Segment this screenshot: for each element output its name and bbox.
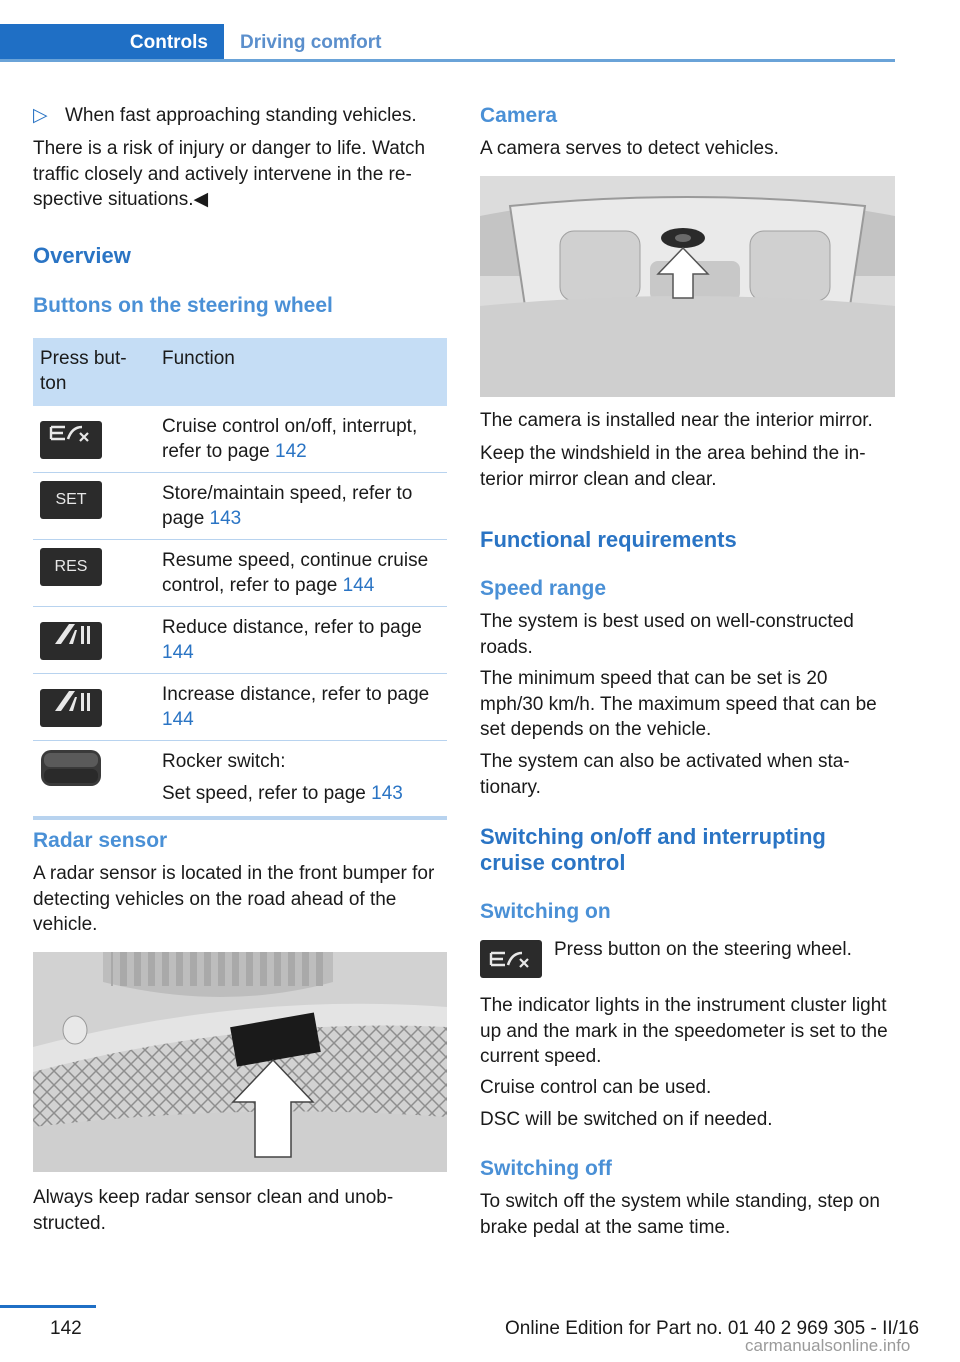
row-function-text: Cruise control on/off, interrupt, refer to page 142	[155, 406, 447, 473]
table-row	[33, 540, 447, 607]
row-function-text: Reduce distance, refer to page 144	[155, 607, 447, 674]
row-function-text: Resume speed, continue cruise control, refer to page 144	[155, 540, 447, 607]
rocker-switch-icon	[40, 749, 102, 787]
speed-range-heading: Speed range	[480, 577, 607, 600]
page-header	[0, 24, 895, 62]
bullet-triangle-icon: ▷	[33, 105, 48, 126]
tab-driving-comfort[interactable]: Driving comfort	[240, 32, 382, 53]
watermark: carmanualsonline.info	[745, 1336, 911, 1355]
switching-off-text: To switch off the system while standing, step on brake pedal at the same time.	[480, 1191, 880, 1238]
bullet-item	[33, 103, 447, 129]
page-link[interactable]: 144	[342, 575, 375, 596]
table-row	[33, 741, 447, 819]
table-row	[33, 607, 447, 674]
warning-text: There is a risk of injury or danger to life. Watch traffic closely and actively intervene in the re-spective situations.◀	[33, 138, 426, 210]
row-function-text: Increase distance, refer to page 144	[155, 674, 447, 741]
page-link[interactable]: 143	[209, 508, 242, 529]
table-header-function: Function	[155, 338, 447, 406]
res-button-icon: RES	[40, 548, 102, 586]
camera-caption-1: The camera is installed near the interior mirror.	[480, 410, 873, 431]
page-link[interactable]: 144	[162, 642, 194, 663]
radar-sensor-photo	[33, 952, 447, 1172]
camera-caption-2: Keep the windshield in the area behind the in-terior mirror clean and clear.	[480, 443, 866, 490]
page-link[interactable]: 144	[162, 709, 194, 730]
page-link[interactable]: 142	[275, 441, 307, 462]
footer-rule	[0, 1305, 96, 1308]
speed-range-text-3: The system can also be activated when sta-tionary.	[480, 751, 850, 798]
table-row	[33, 473, 447, 540]
header-rule	[0, 59, 895, 62]
warning-paragraph	[33, 136, 447, 213]
radar-caption: Always keep radar sensor clean and unob-structed.	[33, 1187, 394, 1234]
tab-controls[interactable]: Controls	[0, 24, 224, 62]
reduce-distance-icon	[40, 622, 102, 660]
functional-requirements-heading: Functional requirements	[480, 527, 737, 552]
radar-heading: Radar sensor	[33, 829, 168, 852]
switching-on-heading: Switching on	[480, 900, 611, 923]
page-number: 142	[50, 1318, 82, 1339]
switching-on-text: Press button on the steering wheel.	[554, 939, 852, 960]
speed-range-text-1: The system is best used on well-constructed roads.	[480, 611, 854, 658]
camera-photo	[480, 176, 895, 397]
cruise-control-icon	[40, 421, 102, 459]
cruise-control-icon	[480, 940, 542, 978]
table-row	[33, 406, 447, 473]
buttons-table	[33, 338, 447, 820]
table-header-row	[33, 338, 447, 406]
set-button-icon: SET	[40, 481, 102, 519]
row-function-text: Rocker switch: Set speed, refer to page 143	[155, 741, 447, 819]
overview-heading: Overview	[33, 243, 131, 268]
switching-off-heading: Switching off	[480, 1157, 612, 1180]
buttons-heading: Buttons on the steering wheel	[33, 294, 333, 317]
dsc-text: DSC will be switched on if needed.	[480, 1109, 773, 1130]
edition-text: Online Edition for Part no. 01 40 2 969 305 - II/16	[505, 1318, 920, 1339]
camera-heading: Camera	[480, 104, 558, 127]
speed-range-text-2: The minimum speed that can be set is 20 mph/30 km/h. The maximum speed that can be set depends on the vehicle.	[480, 668, 877, 740]
row-function-text: Store/maintain speed, refer to page 143	[155, 473, 447, 540]
table-row	[33, 674, 447, 741]
radar-text: A radar sensor is located in the front bumper for detecting vehicles on the road ahead of the vehicle.	[33, 863, 435, 935]
camera-text: A camera serves to detect vehicles.	[480, 138, 779, 159]
indicator-text: The indicator lights in the instrument cluster light up and the mark in the speedometer is set to the current speed.	[480, 995, 888, 1067]
increase-distance-icon	[40, 689, 102, 727]
table-header-press-button: Press but-ton	[33, 338, 155, 406]
switching-heading: Switching on/off and interrupting cruise control	[480, 824, 826, 875]
cruise-usable-text: Cruise control can be used.	[480, 1077, 712, 1098]
bullet-text: When fast approaching standing vehicles.	[65, 105, 417, 126]
page-link[interactable]: 143	[371, 783, 403, 804]
